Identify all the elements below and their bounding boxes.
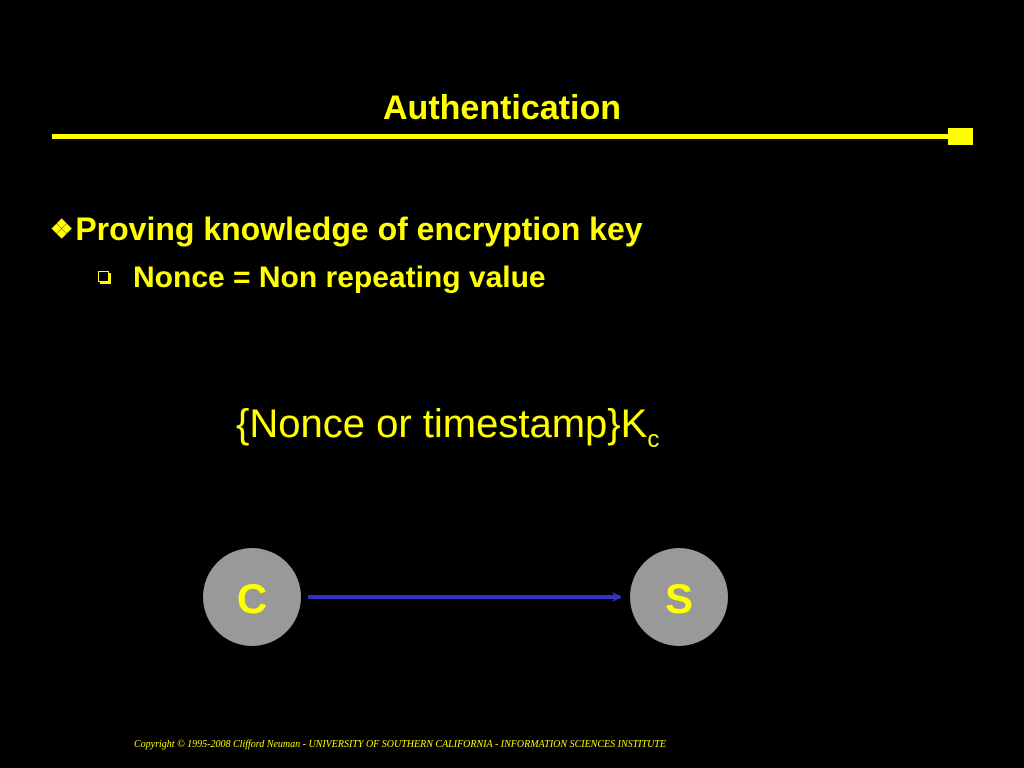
copyright-footer: Copyright © 1995-2008 Clifford Neuman - UNIVERSITY OF SOUTHERN CALIFORNIA - INFORMATION SCIENCES INSTITUTE bbox=[134, 739, 666, 750]
bullet-text-2: Nonce = Non repeating value bbox=[133, 261, 546, 294]
server-label: S bbox=[664, 575, 694, 622]
client-label: C bbox=[236, 575, 268, 622]
four-diamond-icon: ❖ bbox=[50, 214, 74, 244]
bullet-text-1: Proving knowledge of encryption key bbox=[75, 211, 643, 247]
slide-title: Authentication bbox=[383, 89, 621, 127]
formula-text: {Nonce or timestamp}K bbox=[236, 402, 648, 446]
formula-subscript: c bbox=[647, 426, 660, 453]
